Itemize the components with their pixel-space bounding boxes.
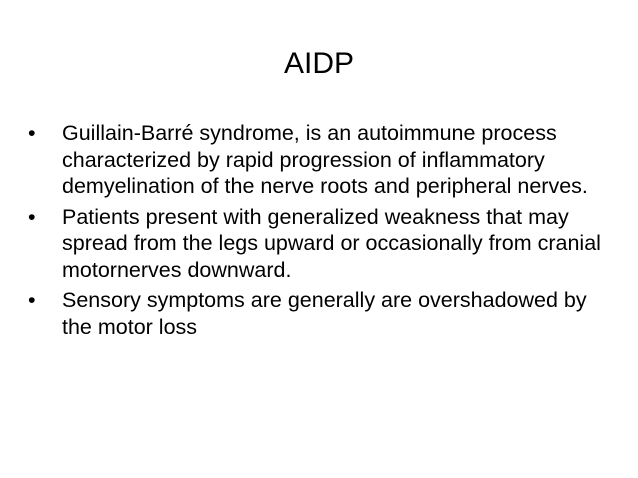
bullet-icon: • <box>28 204 36 229</box>
bullet-text: Patients present with generalized weakness that may spread from the legs upward or occasionally from cranial motornerves downward. <box>62 204 601 282</box>
bullet-text: Guillain-Barré syndrome, is an autoimmune process characterized by rapid progression of inflammatory demyelination of the nerve roots and peripheral nerves. <box>62 121 588 198</box>
bullet-list <box>28 120 613 344</box>
bullet-icon: • <box>28 121 36 145</box>
bullet-icon: • <box>28 288 36 312</box>
bullet-item <box>28 287 613 340</box>
bullet-item <box>28 120 613 200</box>
bullet-text: Sensory symptoms are generally are overshadowed by the motor loss <box>62 288 587 339</box>
slide-title: AIDP <box>283 47 355 80</box>
bullet-item <box>28 204 613 284</box>
